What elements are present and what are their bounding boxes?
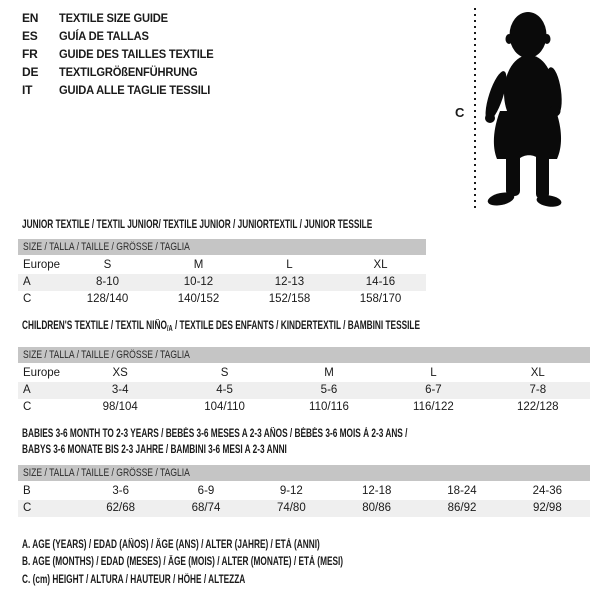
table-row <box>18 500 590 517</box>
table-cell: 7-8 <box>529 384 547 396</box>
section-title-text: JUNIOR TEXTILE / TEXTIL JUNIOR/ TEXTILE JUNIOR / JUNIORTEXTIL / JUNIOR TESSILE <box>22 219 373 231</box>
table-cell: 110/116 <box>309 401 349 413</box>
row-label: A <box>23 384 31 396</box>
lang-label: GUIDE DES TAILLES TEXTILE <box>59 47 214 61</box>
lang-label: TEXTILGRÖßENFÜHRUNG <box>59 65 198 79</box>
section-title-junior <box>22 217 508 233</box>
size-header-text: SIZE / TALLA / TAILLE / GRÖSSE / TAGLIA <box>23 349 190 361</box>
table-cell: 5-6 <box>320 384 338 396</box>
legend-line-c <box>22 572 468 589</box>
row-label: C <box>23 401 32 413</box>
height-label: C <box>455 105 465 120</box>
row-label: C <box>23 502 32 514</box>
table-row <box>18 483 590 500</box>
legend-line-a <box>22 537 468 554</box>
size-header-bar <box>18 239 426 255</box>
table-cell: 9-12 <box>279 485 303 497</box>
table-cell: XL <box>530 367 545 379</box>
language-row <box>22 27 225 45</box>
table-cell: 74/80 <box>276 502 306 514</box>
size-header-bar <box>18 347 590 363</box>
table-cell: 12-13 <box>274 276 305 288</box>
lang-label: GUÍA DE TALLAS <box>59 29 149 43</box>
table-cell: 122/128 <box>517 401 559 413</box>
legend-text: A. AGE (YEARS) / EDAD (AÑOS) / ÂGE (ANS) / ALTER (JAHRE) / ETÀ (ANNI) <box>22 539 320 551</box>
section-title-line2: BABYS 3-6 MONATE BIS 2-3 JAHRE / BAMBINI 3-6 MESI A 2-3 ANNI <box>22 444 287 456</box>
language-row <box>22 45 225 63</box>
title-subscript: /A <box>166 324 173 333</box>
table-cell: 98/104 <box>102 401 138 413</box>
section-title-babies <box>22 426 557 458</box>
table-cell: 3-6 <box>112 485 129 497</box>
table-row <box>18 365 590 382</box>
table-cell: 158/170 <box>359 293 402 305</box>
table-row <box>18 382 590 399</box>
table-cell: 80/86 <box>362 502 392 514</box>
language-row <box>22 9 225 27</box>
table-cell: XL <box>373 259 388 271</box>
junior-size-table <box>18 239 426 308</box>
lang-code: IT <box>22 83 33 97</box>
table-cell: 62/68 <box>106 502 136 514</box>
lang-label: GUIDA ALLE TAGLIE TESSILI <box>59 83 211 97</box>
language-row <box>22 63 225 81</box>
table-cell: XS <box>112 367 128 379</box>
table-cell: 152/158 <box>268 293 311 305</box>
size-header-bar <box>18 465 590 481</box>
lang-code: ES <box>22 29 38 43</box>
table-cell: L <box>430 367 437 379</box>
babies-size-table <box>18 465 590 517</box>
table-row <box>18 274 426 291</box>
table-cell: M <box>324 367 334 379</box>
size-header-text: SIZE / TALLA / TAILLE / GRÖSSE / TAGLIA <box>23 467 190 479</box>
title-post: / TEXTILE DES ENFANTS / KINDERTEXTIL / BAMBINI TESSILE <box>172 320 421 332</box>
lang-label: TEXTILE SIZE GUIDE <box>59 11 168 25</box>
table-cell: 86/92 <box>447 502 477 514</box>
table-row <box>18 291 426 308</box>
table-cell: M <box>193 259 204 271</box>
table-cell: 116/122 <box>413 401 454 413</box>
lang-code: EN <box>22 11 39 25</box>
row-label: Europe <box>23 367 61 379</box>
section-title-line1: BABIES 3-6 MONTH TO 2-3 YEARS / BEBÉS 3-6 MESES A 2-3 AÑOS / BÉBÉS 3-6 MOIS À 2-3 ANS / <box>22 428 408 440</box>
height-dotted-line <box>474 8 476 212</box>
legend <box>22 537 468 589</box>
size-header-text: SIZE / TALLA / TAILLE / GRÖSSE / TAGLIA <box>23 241 190 253</box>
table-cell: 3-4 <box>111 384 129 396</box>
legend-line-b <box>22 554 468 571</box>
legend-text: C. (cm) HEIGHT / ALTURA / HAUTEUR / HÖHE / ALTEZZA <box>22 573 246 586</box>
row-label: C <box>23 293 32 305</box>
row-label: A <box>23 276 31 288</box>
table-cell: L <box>286 259 293 271</box>
table-cell: 10-12 <box>183 276 214 288</box>
children-size-table <box>18 347 590 416</box>
table-cell: 18-24 <box>447 485 477 497</box>
table-cell: 6-7 <box>425 384 442 396</box>
table-cell: 4-5 <box>216 384 233 396</box>
table-cell: S <box>220 367 229 379</box>
row-label: Europe <box>23 259 61 271</box>
table-cell: 24-36 <box>532 485 563 497</box>
table-cell: S <box>103 259 112 271</box>
table-cell: 140/152 <box>177 293 220 305</box>
baby-silhouette-icon <box>484 11 566 207</box>
table-cell: 6-9 <box>197 485 215 497</box>
table-cell: 128/140 <box>86 293 129 305</box>
title-pre: CHILDREN'S TEXTILE / TEXTIL NIÑO <box>22 320 167 332</box>
legend-text: B. AGE (MONTHS) / EDAD (MESES) / ÂGE (MOIS) / ALTER (MONATE) / ETÀ (MESI) <box>22 556 344 569</box>
language-row <box>22 81 225 99</box>
table-cell: 12-18 <box>361 485 392 497</box>
language-list <box>22 9 225 99</box>
table-row <box>18 399 590 416</box>
lang-code: FR <box>22 47 38 61</box>
lang-code: DE <box>22 65 39 79</box>
table-cell: 92/98 <box>532 502 562 514</box>
table-row <box>18 257 426 274</box>
table-cell: 14-16 <box>365 276 396 288</box>
table-cell: 8-10 <box>95 276 120 288</box>
table-cell: 68/74 <box>191 502 221 514</box>
table-cell: 104/110 <box>204 401 245 413</box>
row-label: B <box>23 485 31 497</box>
section-title-children <box>22 318 575 337</box>
section-title-text <box>22 318 420 337</box>
